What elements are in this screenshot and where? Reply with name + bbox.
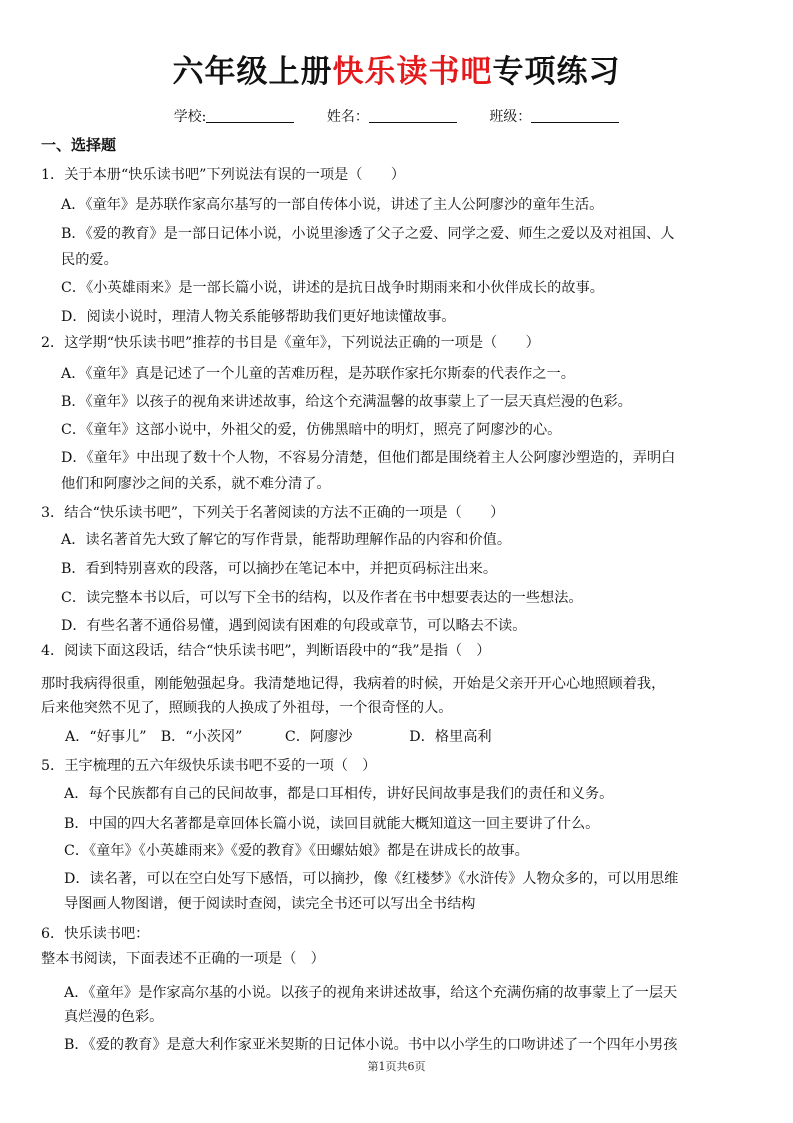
q1-option-d: D．阅读小说时，理清人物关系能够帮助我们更好地读懂故事。 bbox=[61, 309, 456, 325]
q2-option-a: A．《童年》真是记述了一个儿童的苦难历程，是苏联作家托尔斯泰的代表作之一。 bbox=[61, 366, 575, 382]
question-5: 5．王宇梳理的五六年级快乐读书吧不妥的一项（ ） bbox=[41, 758, 377, 774]
school-blank[interactable] bbox=[206, 108, 294, 123]
q5-option-d-cont: 导图画人物图谱，便于阅读时查阅，读完全书还可以写出全书结构 bbox=[64, 896, 476, 912]
q5-option-b: B．中国的四大名著都是章回体长篇小说，读回目就能大概知道这一回主要讲了什么。 bbox=[64, 816, 600, 832]
page-title bbox=[0, 46, 793, 91]
q2-option-d: D．《童年》中出现了数十个人物，不容易分清楚，但他们都是围绕着主人公阿廖沙塑造的，弄明白 bbox=[61, 450, 676, 466]
q5-option-d: D．读名著，可以在空白处写下感悟，可以摘抄，像《红楼梦》《水浒传》人物众多的，可以用思维 bbox=[64, 871, 679, 887]
title-highlight: 快乐读书吧 bbox=[332, 54, 493, 90]
q3-option-a: A．读名著首先大致了解它的写作背景，能帮助理解作品的内容和价值。 bbox=[61, 532, 512, 548]
question-4: 4．阅读下面这段话，结合“快乐读书吧”，判断语段中的“我”是指（ ） bbox=[41, 643, 491, 659]
page-number: 第1页共6页 bbox=[367, 1060, 426, 1073]
school-label: 学校: bbox=[173, 109, 207, 125]
q3-option-b: B．看到特别喜欢的段落，可以摘抄在笔记本中，并把页码标注出来。 bbox=[61, 561, 498, 577]
title-suffix: 专项练习 bbox=[492, 54, 621, 90]
question-3: 3．结合“快乐读书吧”，下列关于名著阅读的方法不正确的一项是（ ） bbox=[41, 505, 505, 521]
q1-option-b: B．《爱的教育》是一部日记体小说，小说里渗透了父子之爱、同学之爱、师生之爱以及对祖国、人 bbox=[61, 226, 675, 242]
question-1: 1．关于本册“快乐读书吧”下列说法有误的一项是（ ） bbox=[41, 167, 406, 183]
q6-option-a-cont: 真烂漫的色彩。 bbox=[64, 1009, 164, 1025]
q4-passage-line-2: 后来他突然不见了，照顾我的人换成了外祖母，一个很奇怪的人。 bbox=[41, 700, 453, 716]
q1-option-a: A．《童年》是苏联作家高尔基写的一部自传体小说，讲述了主人公阿廖沙的童年生活。 bbox=[61, 197, 604, 213]
section-heading: 一、选择题 bbox=[41, 136, 117, 154]
q2-option-b: B．《童年》以孩子的视角来讲述故事，给这个充满温馨的故事蒙上了一层天真烂漫的色彩。 bbox=[61, 394, 632, 410]
question-6: 6．快乐读书吧： bbox=[41, 926, 150, 942]
name-label: 姓名： bbox=[326, 109, 369, 125]
school-field bbox=[174, 106, 295, 126]
name-field bbox=[327, 106, 457, 126]
q5-option-a: A．每个民族都有自己的民间故事，都是口耳相传，讲好民间故事是我们的责任和义务。 bbox=[64, 786, 614, 802]
q4-passage-line-1: 那时我病得很重，刚能勉强起身。我清楚地记得，我病着的时候，开始是父亲开开心心地照顾着我， bbox=[41, 676, 666, 692]
q3-option-d: D．有些名著不通俗易懂，遇到阅读有困难的句段或章节，可以略去不读。 bbox=[61, 618, 527, 634]
student-info-row bbox=[0, 106, 793, 126]
q1-option-b-cont: 民的爱。 bbox=[61, 252, 118, 268]
name-blank[interactable] bbox=[369, 108, 457, 123]
question-2: 2．这学期“快乐读书吧”推荐的书目是《童年》，下列说法正确的一项是（ ） bbox=[41, 335, 540, 351]
class-label: 班级： bbox=[489, 109, 532, 125]
q6-prompt: 整本书阅读，下面表述不正确的一项是（ ） bbox=[41, 951, 325, 967]
class-blank[interactable] bbox=[531, 108, 619, 123]
q6-option-b: B．《爱的教育》是意大利作家亚米契斯的日记体小说。书中以小学生的口吻讲述了一个四年小男孩 bbox=[64, 1037, 678, 1053]
q2-option-d-cont: 他们和阿廖沙之间的关系，就不难分清了。 bbox=[61, 476, 331, 492]
q6-option-a: A．《童年》是作家高尔基的小说。以孩子的视角来讲述故事，给这个充满伤痛的故事蒙上了一层天 bbox=[64, 985, 678, 1001]
class-field bbox=[489, 106, 619, 126]
q3-option-c: C．读完整本书以后，可以写下全书的结构，以及作者在书中想要表达的一些想法。 bbox=[61, 590, 583, 606]
q1-option-c: C．《小英雄雨来》是一部长篇小说，讲述的是抗日战争时期雨来和小伙伴成长的故事。 bbox=[61, 280, 604, 296]
q2-option-c: C．《童年》这部小说中，外祖父的爱，仿佛黑暗中的明灯，照亮了阿廖沙的心。 bbox=[61, 422, 562, 438]
q5-option-c: C．《童年》《小英雄雨来》《爱的教育》《田螺姑娘》都是在讲成长的故事。 bbox=[64, 843, 529, 859]
title-grade: 六年级上册 bbox=[172, 54, 333, 90]
q4-options: A．“好事儿” B．“小茨冈” C．阿廖沙 D．格里高利 bbox=[65, 729, 492, 745]
